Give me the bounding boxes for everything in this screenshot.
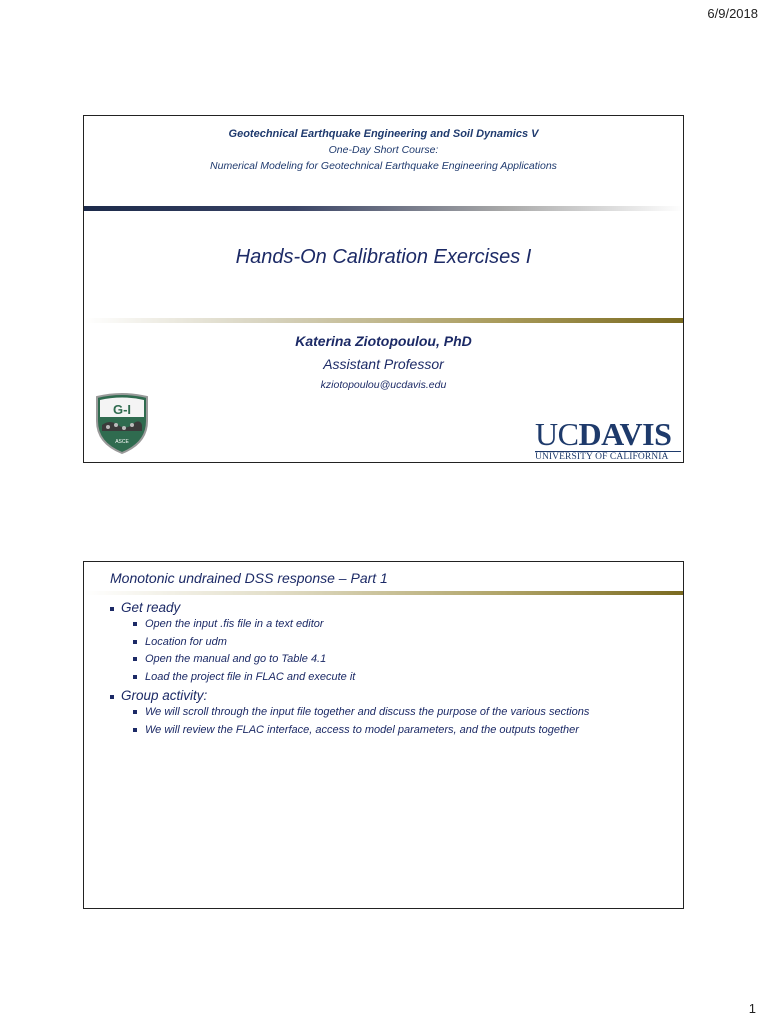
bullet-list — [110, 600, 673, 741]
list-item: Open the manual and go to Table 4.1 — [121, 651, 673, 669]
ucd-subtitle: UNIVERSITY OF CALIFORNIA — [535, 452, 669, 462]
page-date: 6/9/2018 — [707, 6, 758, 21]
gi-letters: G-I — [112, 402, 132, 417]
title-underline-bar — [84, 591, 683, 595]
list-item: We will review the FLAC interface, access to model parameters, and the outputs together — [121, 722, 673, 740]
gi-caption: ASCE — [115, 439, 129, 445]
title-slide — [83, 115, 684, 463]
list-item: Load the project file in FLAC and execute it — [121, 669, 673, 687]
list-item: Location for udm — [121, 634, 673, 652]
author-name: Katerina Ziotopoulou, PhD — [295, 333, 472, 349]
content-slide — [83, 561, 684, 909]
course-name: Numerical Modeling for Geotechnical Earthquake Engineering Applications — [210, 160, 557, 172]
slide-title: Monotonic undrained DSS response – Part 1 — [110, 570, 388, 586]
course-type: One-Day Short Course: — [328, 144, 439, 156]
list-item — [110, 688, 673, 739]
ucdavis-logo — [535, 418, 681, 462]
bottom-divider-bar — [84, 318, 683, 323]
list-item: Open the input .fis file in a text editor — [121, 616, 673, 634]
bullet-text: Group activity: — [121, 688, 208, 703]
gi-asce-logo — [94, 391, 150, 455]
ucd-davis: DAVIS — [578, 416, 672, 452]
top-divider-bar — [84, 206, 683, 211]
page-number: 1 — [748, 1001, 756, 1016]
ucd-uc: UC — [535, 416, 579, 452]
bullet-text: Get ready — [121, 600, 181, 615]
list-item: We will scroll through the input file together and discuss the purpose of the various sections — [121, 704, 673, 722]
slide-title: Hands-On Calibration Exercises I — [235, 246, 532, 268]
author-email: kziotopoulou@ucdavis.edu — [320, 379, 447, 391]
conference-name: Geotechnical Earthquake Engineering and Soil Dynamics V — [228, 128, 539, 140]
author-role: Assistant Professor — [323, 356, 444, 372]
list-item — [110, 600, 673, 686]
